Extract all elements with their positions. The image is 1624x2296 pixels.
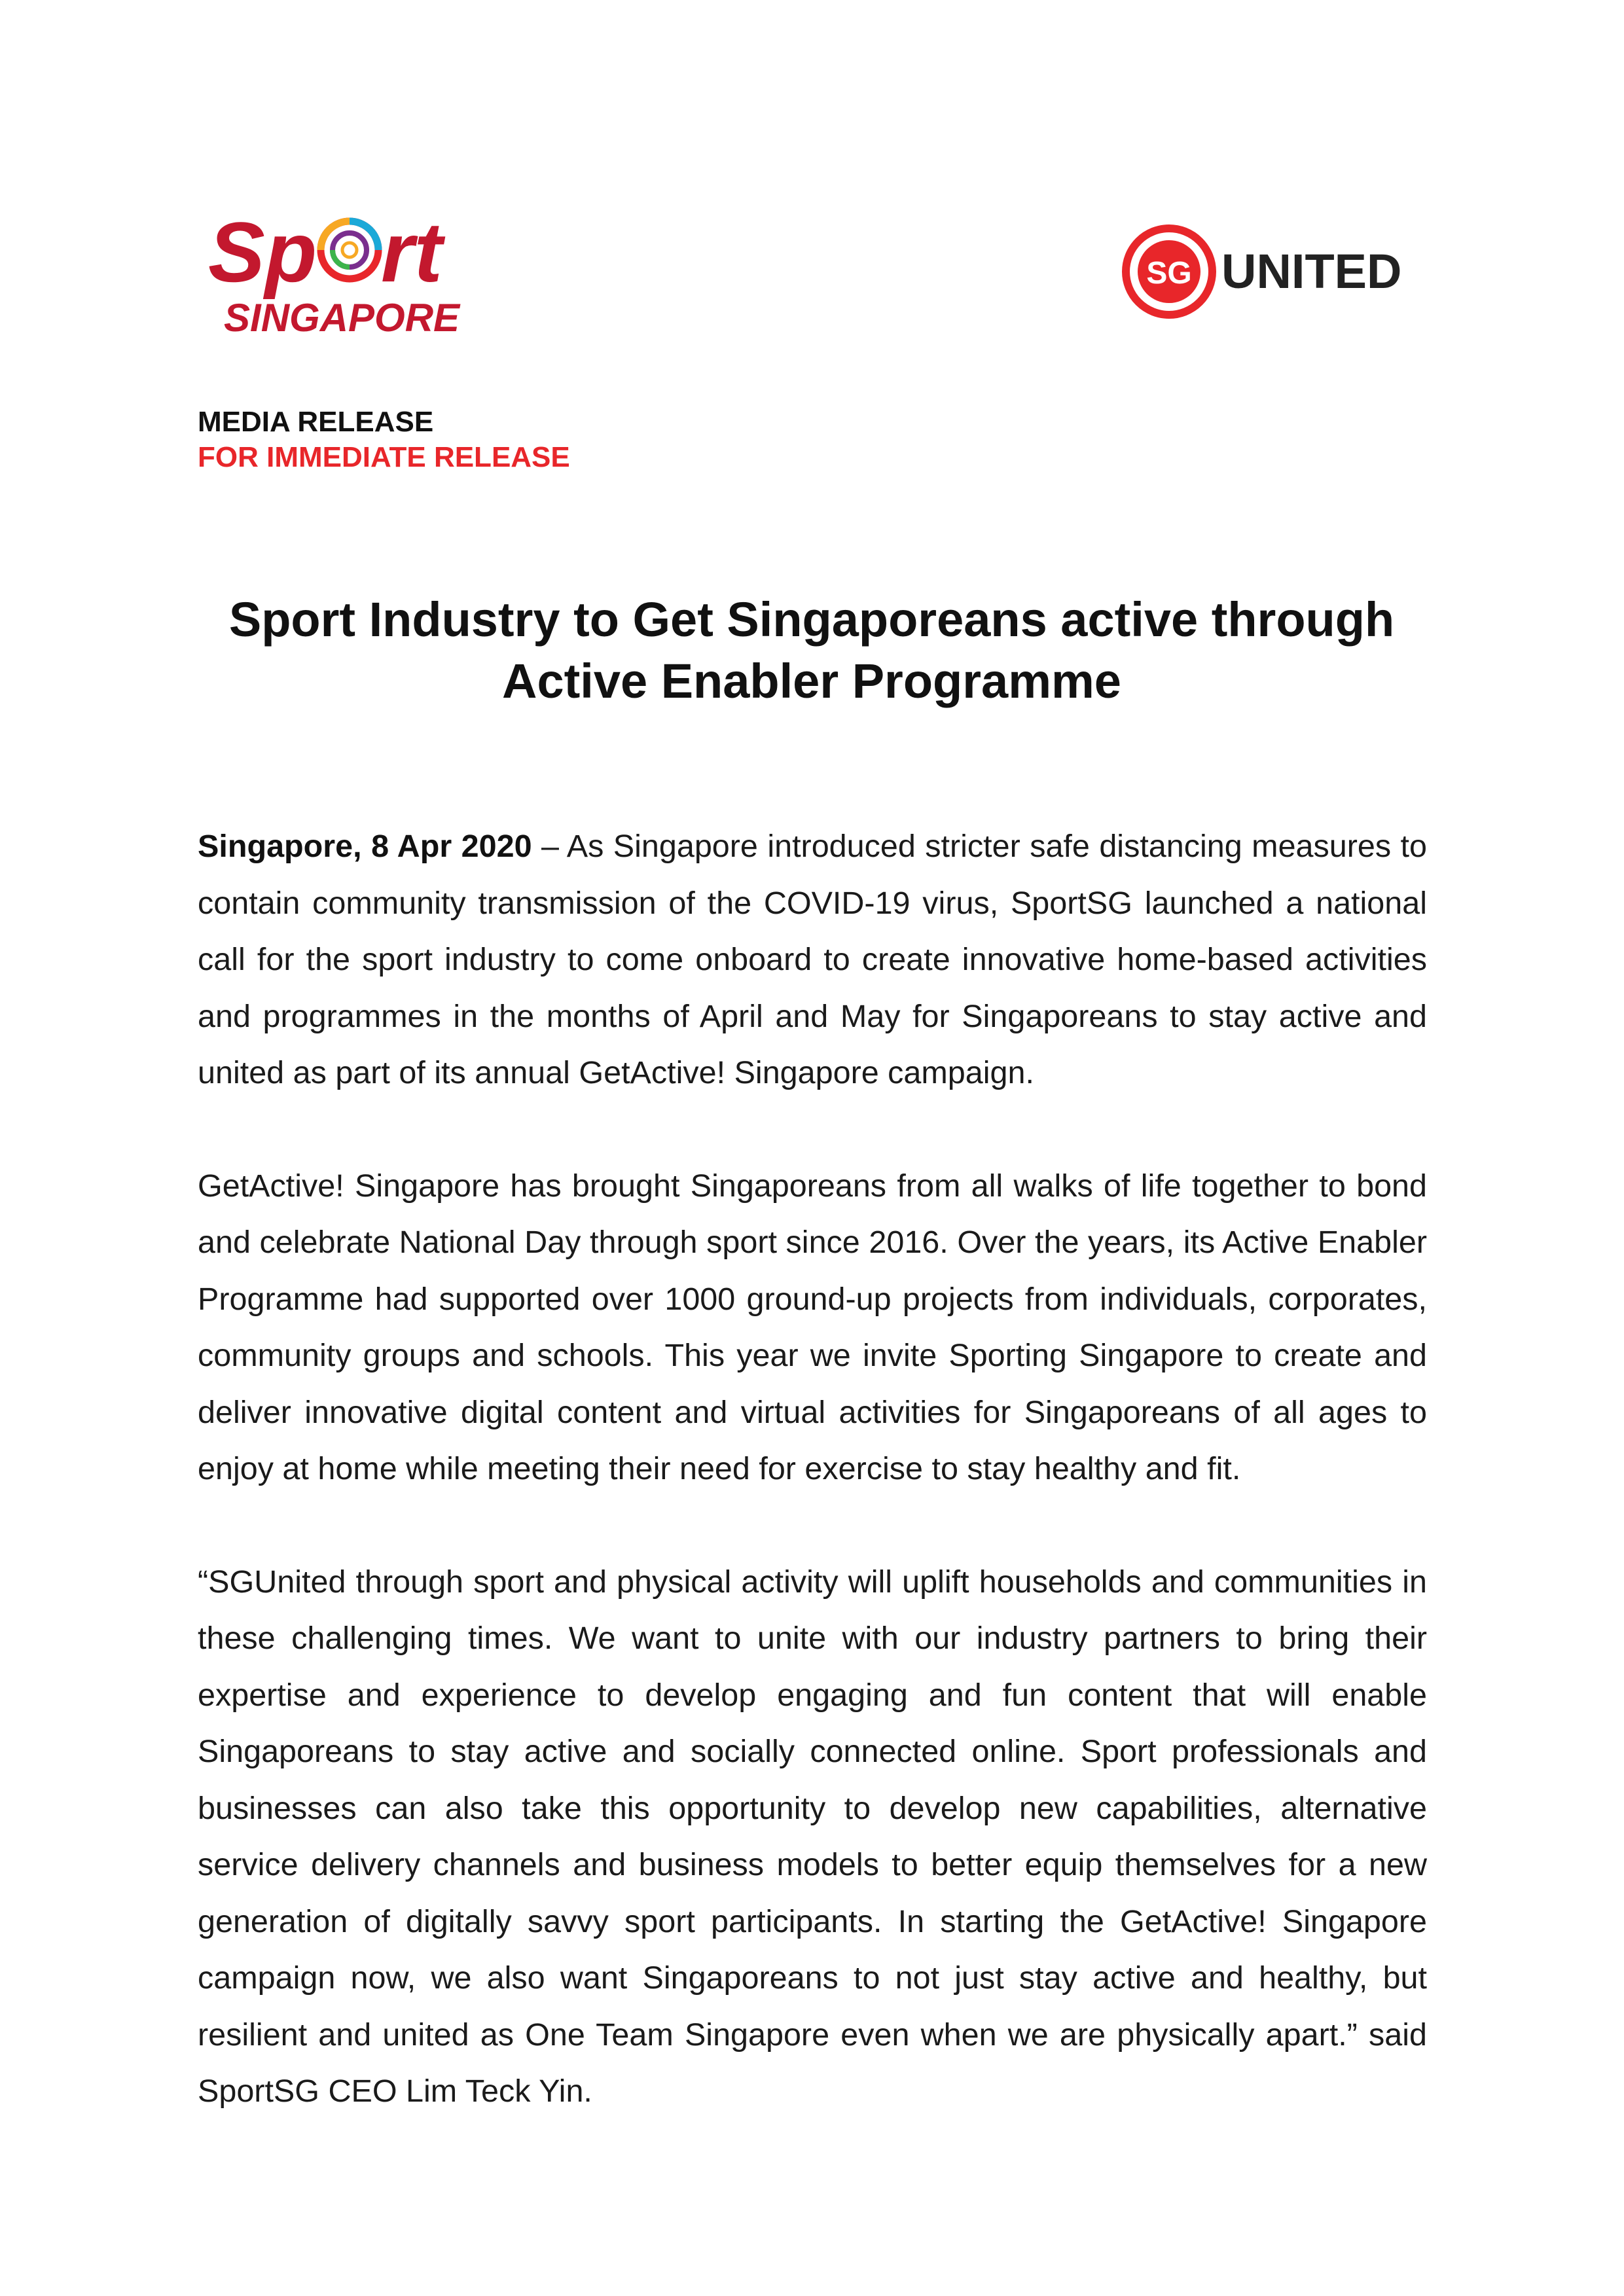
paragraph-1-text: – As Singapore introduced stricter safe distancing measures to contain community transmission of the COVID-19 virus, SportSG launched a national call for the sport industry to come onboard to create innovative home-based activities and programmes in the months of April and May for Singaporeans to stay active and united as part of its annual GetActive! Singapore campaign.: [198, 829, 1427, 1090]
headline-line-1: Sport Industry to Get Singaporeans active through: [228, 592, 1395, 647]
sport-subtitle: SINGAPORE: [224, 296, 460, 340]
sport-singapore-logo: [204, 204, 492, 342]
svg-text:SG: SG: [1146, 256, 1192, 291]
sport-wordmark-prefix: Sp: [208, 204, 317, 300]
headline: [157, 589, 1466, 712]
sport-rings-icon: [321, 221, 378, 279]
paragraph-3: “SGUnited through sport and physical activity will uplift households and communities in these challenging times. We want to unite with our industry partners to bring their expertise and experience to develop engaging and fun content that will enable Singaporeans to stay active and socially connected online. Sport professionals and businesses can also take this opportunity to develop new capabilities, alternative service delivery channels and business models to better equip themselves for a new generation of digitally savvy sport participants. In starting the GetActive! Singapore campaign now, we also want Singaporeans to not just stay active and healthy, but resilient and united as One Team Singapore even when we are physically apart.” said SportSG CEO Lim Teck Yin.: [198, 1564, 1427, 2109]
sg-badge-icon: [1126, 228, 1212, 315]
headline-line-2: Active Enabler Programme: [502, 654, 1121, 708]
paragraph-2: GetActive! Singapore has brought Singaporeans from all walks of life together to bond and celebrate National Day through sport since 2016. Over the years, its Active Enabler Programme had supported over 1000 ground-up projects from individuals, corporates, community groups and schools. This year we invite Sporting Singapore to create and deliver innovative digital content and virtual activities for Singaporeans of all ages to enjoy at home while meeting their need for exercise to stay healthy and fit.: [198, 1168, 1427, 1486]
dateline: Singapore, 8 Apr 2020: [198, 829, 532, 864]
body-text: [198, 818, 1427, 2176]
media-release-label: MEDIA RELEASE: [198, 406, 434, 438]
sg-united-logo: [1113, 209, 1427, 334]
united-wordmark: UNITED: [1221, 244, 1402, 298]
release-labels: [198, 404, 570, 475]
paragraph-1: [198, 818, 1427, 1102]
immediate-release-label: FOR IMMEDIATE RELEASE: [198, 441, 570, 473]
sport-wordmark-suffix: rt: [381, 204, 442, 300]
